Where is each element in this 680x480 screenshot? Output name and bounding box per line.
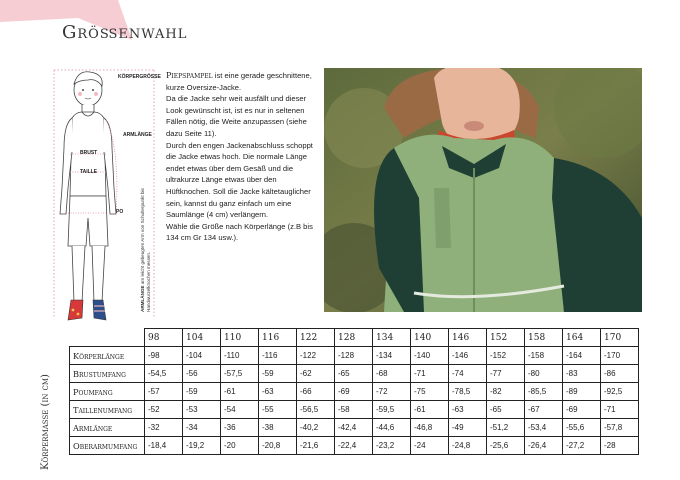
size-header-164: 164 (563, 329, 601, 347)
row-label: Brustumfang (70, 365, 145, 383)
table-cell: -152 (487, 347, 525, 365)
table-cell: -58 (335, 401, 373, 419)
table-cell: -98 (145, 347, 183, 365)
table-row (70, 365, 639, 383)
table-cell: -20,8 (259, 437, 297, 455)
table-cell: -57,8 (601, 419, 639, 437)
size-header-104: 104 (183, 329, 221, 347)
row-label: Poumfang (70, 383, 145, 401)
size-header-110: 110 (221, 329, 259, 347)
description (166, 70, 322, 244)
table-cell: -66 (297, 383, 335, 401)
row-label: Armlänge (70, 419, 145, 437)
size-header-row (70, 329, 639, 347)
table-cell: -85,5 (525, 383, 563, 401)
table-row (70, 347, 639, 365)
description-text-3: Durch den engen Jackenabschluss schoppt die Jacke etwas hoch. Die normale Länge endet etwas über dem Gesäß und die ultrakurze Länge etwas über den Hüftknochen. Soll die Jacke kältetauglicher sein, kannst du ganz einfach um eine Saumlänge (4 cm) verlängern. (166, 140, 313, 220)
table-cell: -34 (183, 419, 221, 437)
table-cell: -53 (183, 401, 221, 419)
table-cell: -134 (373, 347, 411, 365)
table-cell: -53,4 (525, 419, 563, 437)
table-cell: -74 (449, 365, 487, 383)
row-label: Oberarmumfang (70, 437, 145, 455)
table-cell: -78,5 (449, 383, 487, 401)
label-brust: BRUST (80, 150, 98, 156)
size-header-134: 134 (373, 329, 411, 347)
table-cell: -63 (259, 383, 297, 401)
table-cell: -27,2 (563, 437, 601, 455)
table-cell: -23,2 (373, 437, 411, 455)
table-vertical-label: Körpermaße (in cm) (40, 374, 51, 470)
description-text-4: Wähle die Größe nach Körperlänge (z.B bis 134 cm Gr 134 usw.). (166, 221, 313, 243)
table-cell: -46,8 (411, 419, 449, 437)
table-cell: -158 (525, 347, 563, 365)
table-cell: -55 (259, 401, 297, 419)
table-cell: -77 (487, 365, 525, 383)
size-table-body (70, 347, 639, 455)
table-cell: -32 (145, 419, 183, 437)
table-cell: -82 (487, 383, 525, 401)
table-cell: -22,4 (335, 437, 373, 455)
description-text-1: ist eine gerade geschnittene, kurze Oversize-Jacke. (166, 71, 312, 92)
table-cell: -57 (145, 383, 183, 401)
table-cell: -140 (411, 347, 449, 365)
table-cell: -104 (183, 347, 221, 365)
size-header-128: 128 (335, 329, 373, 347)
table-cell: -65 (335, 365, 373, 383)
table-cell: -24 (411, 437, 449, 455)
table-cell: -57,5 (221, 365, 259, 383)
table-cell: -75 (411, 383, 449, 401)
table-cell: -89 (563, 383, 601, 401)
table-cell: -63 (449, 401, 487, 419)
table-cell: -54 (221, 401, 259, 419)
table-cell: -18,4 (145, 437, 183, 455)
table-cell: -36 (221, 419, 259, 437)
table-cell: -24,8 (449, 437, 487, 455)
table-cell: -44,6 (373, 419, 411, 437)
table-cell: -67 (525, 401, 563, 419)
table-corner (70, 329, 145, 347)
table-cell: -170 (601, 347, 639, 365)
label-taille: TAILLE (80, 169, 98, 175)
table-cell: -51,2 (487, 419, 525, 437)
description-text-2: Da die Jacke sehr weit ausfällt und dieser Look gewünscht ist, ist es nur in seltenen Fällen nötig, die Weite anzupassen (siehe dazu Seite 11). (166, 94, 307, 138)
label-armlaenge: ARMLÄNGE (123, 132, 152, 138)
table-cell: -59,5 (373, 401, 411, 419)
table-cell: -38 (259, 419, 297, 437)
table-cell: -69 (335, 383, 373, 401)
table-row (70, 419, 639, 437)
table-cell: -71 (601, 401, 639, 419)
table-cell: -71 (411, 365, 449, 383)
page-title: Größenwahl (62, 22, 188, 43)
table-cell: -83 (563, 365, 601, 383)
table-cell: -59 (259, 365, 297, 383)
table-row (70, 383, 639, 401)
size-header-152: 152 (487, 329, 525, 347)
table-cell: -65 (487, 401, 525, 419)
figure-note-bold: ARMLÄNGE (140, 285, 145, 312)
figure-note-text: am leicht gebeugten Arm von Schulterpunkt bis Handwurzelknochen messen. (140, 188, 151, 312)
table-cell: -128 (335, 347, 373, 365)
table-cell: -54,5 (145, 365, 183, 383)
table-cell: -116 (259, 347, 297, 365)
table-cell: -28 (601, 437, 639, 455)
table-cell: -80 (525, 365, 563, 383)
table-cell: -146 (449, 347, 487, 365)
size-header-116: 116 (259, 329, 297, 347)
size-header-158: 158 (525, 329, 563, 347)
table-cell: -55,6 (563, 419, 601, 437)
brand-name: Piepspampel (166, 71, 213, 80)
table-row (70, 401, 639, 419)
table-row (70, 437, 639, 455)
table-cell: -68 (373, 365, 411, 383)
label-koerpergroesse: KÖRPERGRÖSSE (118, 74, 161, 80)
table-cell: -42,4 (335, 419, 373, 437)
table-cell: -20 (221, 437, 259, 455)
table-cell: -40,2 (297, 419, 335, 437)
table-cell: -61 (411, 401, 449, 419)
label-po: PO (116, 209, 124, 215)
size-header-140: 140 (411, 329, 449, 347)
row-label: Taillenumfang (70, 401, 145, 419)
table-cell: -56,5 (297, 401, 335, 419)
table-cell: -62 (297, 365, 335, 383)
table-cell: -19,2 (183, 437, 221, 455)
child-photo (324, 68, 642, 312)
table-cell: -26,4 (525, 437, 563, 455)
size-header-122: 122 (297, 329, 335, 347)
table-cell: -110 (221, 347, 259, 365)
size-header-146: 146 (449, 329, 487, 347)
table-cell: -122 (297, 347, 335, 365)
table-cell: -25,6 (487, 437, 525, 455)
size-table (69, 328, 639, 455)
table-cell: -59 (183, 383, 221, 401)
size-header-98: 98 (145, 329, 183, 347)
table-cell: -72 (373, 383, 411, 401)
table-cell: -49 (449, 419, 487, 437)
row-label: Körperlänge (70, 347, 145, 365)
table-cell: -69 (563, 401, 601, 419)
table-cell: -86 (601, 365, 639, 383)
table-cell: -164 (563, 347, 601, 365)
size-header-170: 170 (601, 329, 639, 347)
table-cell: -52 (145, 401, 183, 419)
table-cell: -56 (183, 365, 221, 383)
figure-note (140, 152, 152, 312)
table-cell: -21,6 (297, 437, 335, 455)
table-cell: -92,5 (601, 383, 639, 401)
table-cell: -61 (221, 383, 259, 401)
